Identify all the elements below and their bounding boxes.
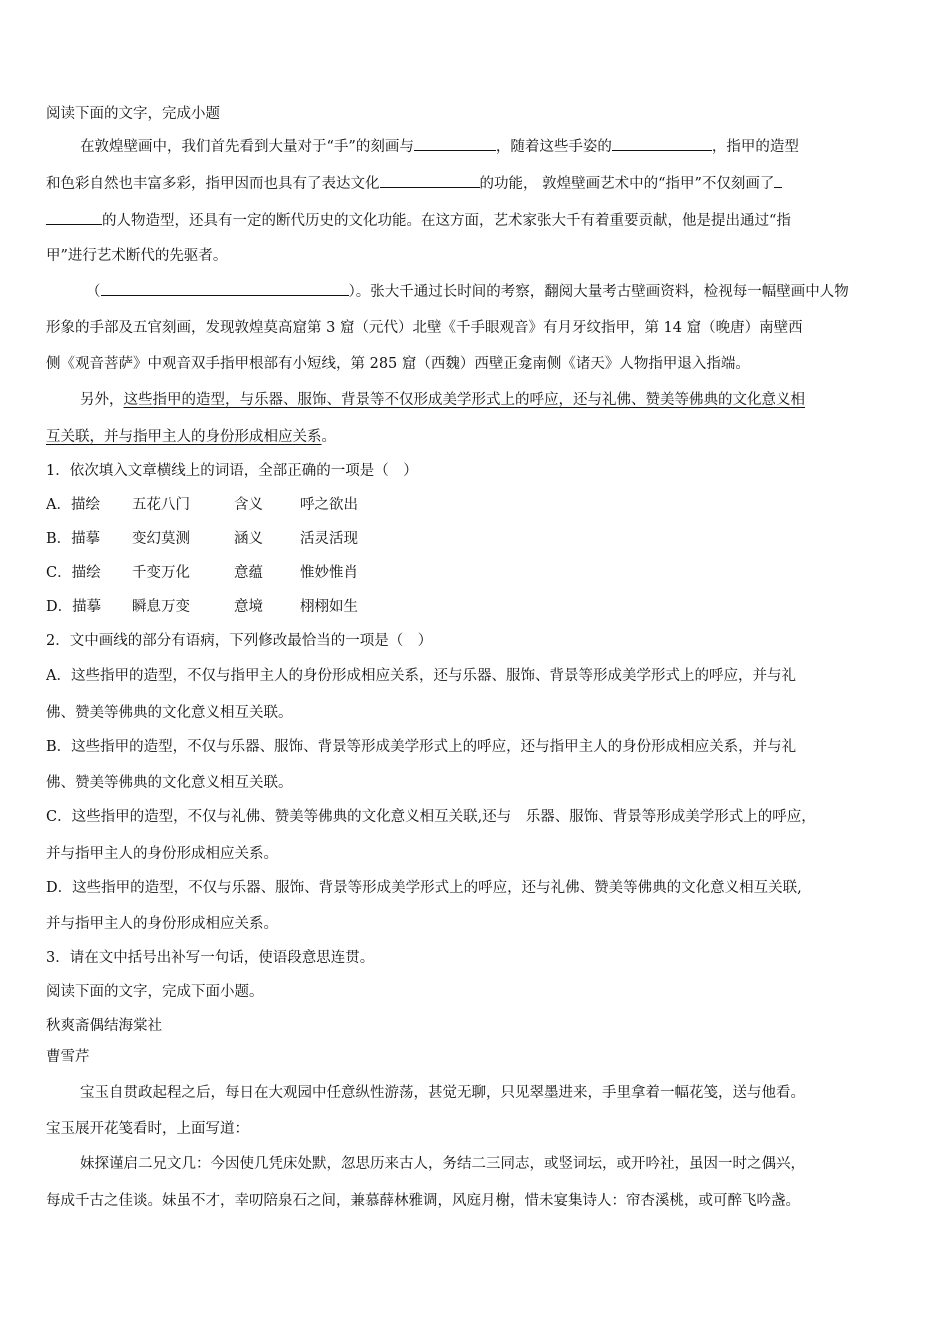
- option-word: 意蕴: [234, 565, 263, 581]
- question-1-option: [46, 563, 908, 583]
- option-word: 瞬息万变: [132, 599, 190, 615]
- option-word: 活灵活现: [300, 531, 358, 547]
- passage1-line: [46, 210, 908, 231]
- question-2-option-d: D．这些指甲的造型，不仅与乐器、服饰、背景等形成美学形式上的呼应，还与礼佛、赞美等佛典的文化意义相互关联,: [46, 880, 802, 896]
- fill-blank-2: [612, 136, 712, 151]
- underlined-sentence: 互关联，并与指甲主人的身份形成相应关系: [46, 429, 322, 445]
- question-2-option-b: B．这些指甲的造型，不仅与乐器、服饰、背景等形成美学形式上的呼应，还与指甲主人的身份形成相应关系，并与礼: [46, 739, 797, 755]
- fill-blank-1: [414, 136, 496, 151]
- text-segment: ，指甲的造型: [711, 139, 799, 155]
- text-segment: ，随着这些手姿的: [495, 139, 612, 155]
- option-label: A．描绘: [46, 497, 100, 513]
- passage2-title: 秋爽斋偶结海棠社: [46, 1018, 162, 1034]
- passage1-line: [80, 390, 908, 410]
- passage2-line: 妹探谨启二兄文几：今因使几凭床处默，忽思历来古人，务结二三同志，或竖词坛，或开吟社，虽因一时之偶兴，: [80, 1156, 805, 1172]
- text-segment: 和色彩自然也丰富多彩，指甲因而也具有了表达文化: [46, 176, 380, 192]
- answer-bracket-blank: [101, 281, 349, 296]
- question-2-option-a: A．这些指甲的造型，不仅与指甲主人的身份形成相应关系，还与乐器、服饰、背景等形成美学形式上的呼应，并与礼: [46, 668, 796, 684]
- fill-blank-4-end: [46, 210, 102, 225]
- passage1-line: [86, 281, 908, 302]
- option-label: D．描摹: [46, 599, 102, 615]
- passage1-line: 形象的手部及五官刻画，发现敦煌莫高窟第 3 窟（元代）北壁《千手眼观音》有月牙纹指甲，第 14 窟（晚唐）南壁西: [46, 320, 803, 336]
- option-label: B．描摹: [46, 531, 101, 547]
- passage1-line: [46, 173, 908, 194]
- text-segment: ）。张大千通过长时间的考察，翻阅大量考古壁画资料，检视每一幅壁画中人物: [348, 284, 849, 300]
- passage2-line: 宝玉展开花笺看时，上面写道：: [46, 1121, 249, 1137]
- text-segment: 。: [321, 429, 336, 445]
- text-segment: （: [86, 284, 101, 300]
- option-word: 意境: [234, 599, 263, 615]
- reading-instruction-1: 阅读下面的文字，完成小题: [46, 106, 220, 122]
- text-segment: 的功能， 敦煌壁画艺术中的“指甲”不仅刻画了: [479, 176, 775, 192]
- fill-blank-3: [380, 173, 480, 188]
- text-segment: 的人物造型，还具有一定的断代历史的文化功能。在这方面，艺术家张大千有着重要贡献，他是提出通过“指: [102, 213, 791, 229]
- question-1-option: [46, 529, 908, 549]
- question-2-option-d: 并与指甲主人的身份形成相应关系。: [46, 916, 278, 932]
- question-1-stem: 1．依次填入文章横线上的词语，全部正确的一项是（ ）: [46, 463, 418, 479]
- option-word: 涵义: [234, 531, 263, 547]
- fill-blank-4-start: [774, 173, 782, 188]
- option-word: 千变万化: [132, 565, 190, 581]
- passage2-line: 宝玉自贯政起程之后，每日在大观园中任意纵性游荡，甚觉无聊，只见翠墨进来，手里拿着一幅花笺，送与他看。: [80, 1085, 805, 1101]
- passage1-line: [80, 136, 908, 157]
- question-3-stem: 3．请在文中括号出补写一句话，使语段意思连贯。: [46, 950, 375, 966]
- passage1-line: 甲”进行艺术断代的先驱者。: [46, 248, 228, 264]
- question-2-stem: 2．文中画线的部分有语病，下列修改最恰当的一项是（ ）: [46, 633, 433, 649]
- passage1-line: 侧《观音菩萨》中观音双手指甲根部有小短线，第 285 窟（西魏）西壁正龛南侧《诸天》人物指甲退入指端。: [46, 356, 750, 372]
- question-2-option-a: 佛、赞美等佛典的文化意义相互关联。: [46, 705, 293, 721]
- reading-instruction-2: 阅读下面的文字，完成下面小题。: [46, 984, 264, 1000]
- question-2-option-c: 并与指甲主人的身份形成相应关系。: [46, 846, 278, 862]
- underlined-sentence: 这些指甲的造型，与乐器、服饰、背景等不仅形成美学形式上的呼应，还与礼佛、赞美等佛典的文化意义相: [123, 392, 805, 408]
- option-word: 变幻莫测: [132, 531, 190, 547]
- passage2-author: 曹雪芹: [46, 1049, 90, 1065]
- question-1-option: [46, 495, 908, 515]
- option-word: 五花八门: [132, 497, 190, 513]
- option-word: 呼之欲出: [300, 497, 358, 513]
- option-label: C．描绘: [46, 565, 101, 581]
- text-segment: 另外，: [80, 392, 124, 408]
- question-1-option: [46, 597, 908, 617]
- question-2-option-b: 佛、赞美等佛典的文化意义相互关联。: [46, 775, 293, 791]
- option-word: 惟妙惟肖: [300, 565, 358, 581]
- option-word: 含义: [234, 497, 263, 513]
- option-word: 栩栩如生: [300, 599, 358, 615]
- text-segment: 在敦煌壁画中，我们首先看到大量对于“手”的刻画与: [80, 139, 414, 155]
- question-2-option-c: C．这些指甲的造型，不仅与礼佛、赞美等佛典的文化意义相互关联,还与 乐器、服饰、背景等形成美学形式上的呼应，: [46, 809, 816, 825]
- passage2-line: 每成千古之佳谈。妹虽不才，幸叨陪泉石之间，兼慕薛林雅调，风庭月榭，惜未宴集诗人：帘杏溪桃，或可醉飞吟盏。: [46, 1193, 800, 1209]
- passage1-line: [46, 427, 908, 447]
